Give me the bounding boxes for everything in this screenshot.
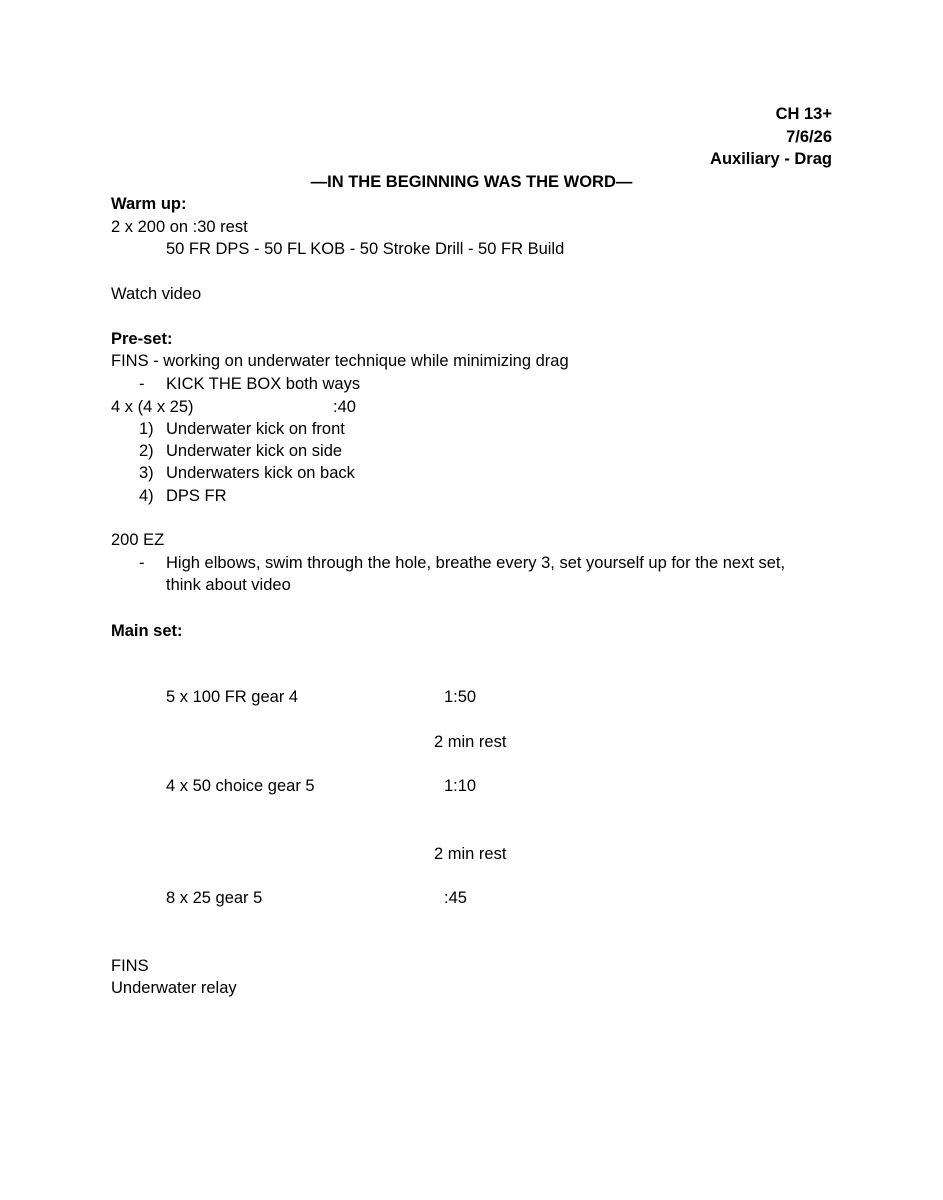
date-label: 7/6/26 xyxy=(786,128,832,146)
easy-note-line1: High elbows, swim through the hole, breathe every 3, set yourself up for the next set, xyxy=(166,554,786,572)
list-item-number: 2) xyxy=(139,442,154,460)
preset-interval: :40 xyxy=(333,398,356,416)
rest-note: 2 min rest xyxy=(434,733,507,751)
footer-relay: Underwater relay xyxy=(111,979,237,997)
warmup-set: 2 x 200 on :30 rest xyxy=(111,218,248,236)
mainset-row-set: 4 x 50 choice gear 5 xyxy=(166,777,315,795)
list-item-number: 4) xyxy=(139,487,154,505)
mainset-row-interval: :45 xyxy=(444,889,467,907)
rest-note: 2 min rest xyxy=(434,845,507,863)
easy-note-line2: think about video xyxy=(166,576,291,594)
theme-title: —IN THE BEGINNING WAS THE WORD— xyxy=(310,173,633,191)
easy-swim-line: 200 EZ xyxy=(111,531,165,549)
mainset-row-set: 5 x 100 FR gear 4 xyxy=(166,688,299,706)
preset-bullet: KICK THE BOX both ways xyxy=(166,375,361,393)
list-item: Underwaters kick on back xyxy=(166,464,355,482)
mainset-row-interval: 1:50 xyxy=(444,688,477,706)
preset-heading: Pre-set: xyxy=(111,330,173,348)
list-item-number: 1) xyxy=(139,420,154,438)
warmup-heading: Warm up: xyxy=(111,195,187,213)
preset-set-line: 4 x (4 x 25) xyxy=(111,398,194,416)
list-item-number: 3) xyxy=(139,464,154,482)
list-item: DPS FR xyxy=(166,487,227,505)
bullet-dash: - xyxy=(139,554,145,572)
list-item: Underwater kick on front xyxy=(166,420,345,438)
footer-fins: FINS xyxy=(111,957,149,975)
bullet-dash: - xyxy=(139,375,145,393)
group-label: CH 13+ xyxy=(775,105,832,123)
mainset-heading: Main set: xyxy=(111,622,183,640)
warmup-breakdown: 50 FR DPS - 50 FL KOB - 50 Stroke Drill - 50 FR Build xyxy=(166,240,565,258)
list-item: Underwater kick on side xyxy=(166,442,343,460)
mainset-row-set: 8 x 25 gear 5 xyxy=(166,889,263,907)
preset-fins-line: FINS - working on underwater technique while minimizing drag xyxy=(111,352,569,370)
mainset-row-interval: 1:10 xyxy=(444,777,477,795)
focus-label: Auxiliary - Drag xyxy=(710,150,832,168)
watch-video-note: Watch video xyxy=(111,285,202,303)
